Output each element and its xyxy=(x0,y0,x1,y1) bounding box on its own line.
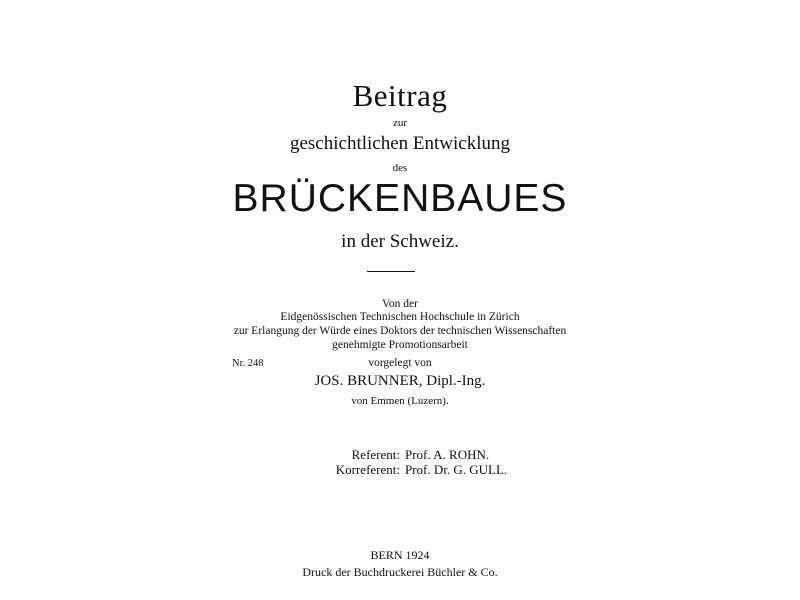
referee-label: Referent: xyxy=(351,447,400,462)
place-year: BERN 1924 xyxy=(370,548,430,562)
institution-line-4: genehmigte Promotionsarbeit xyxy=(332,339,468,351)
coreferee-label: Korreferent: xyxy=(335,462,400,477)
main-title: BRÜCKENBAUES xyxy=(232,177,568,220)
zur-text: zur xyxy=(392,117,408,129)
institution-line-2: Eidgenössischen Technischen Hochschule in Zürich xyxy=(280,311,520,323)
institution-line-3: zur Erlangung der Würde eines Doktors der technischen Wissenschaften xyxy=(233,325,567,337)
divider xyxy=(367,271,415,272)
author-name: JOS. BRUNNER, Dipl.-Ing. xyxy=(314,373,486,389)
presented-by: vorgelegt von xyxy=(368,357,432,369)
title: Beitrag xyxy=(352,78,448,113)
des-text: des xyxy=(392,162,408,174)
printer: Druck der Buchdruckerei Büchler & Co. xyxy=(302,565,498,579)
number-label: Nr. 248 xyxy=(232,358,264,369)
region-text: in der Schweiz. xyxy=(341,231,459,252)
coreferee-name: Prof. Dr. G. GULL. xyxy=(405,462,508,477)
institution-line-1: Von der xyxy=(382,298,418,310)
subtitle: geschichtlichen Entwicklung xyxy=(289,133,511,154)
referee-name: Prof. A. ROHN. xyxy=(405,447,490,462)
author-origin: von Emmen (Luzern). xyxy=(351,395,449,407)
